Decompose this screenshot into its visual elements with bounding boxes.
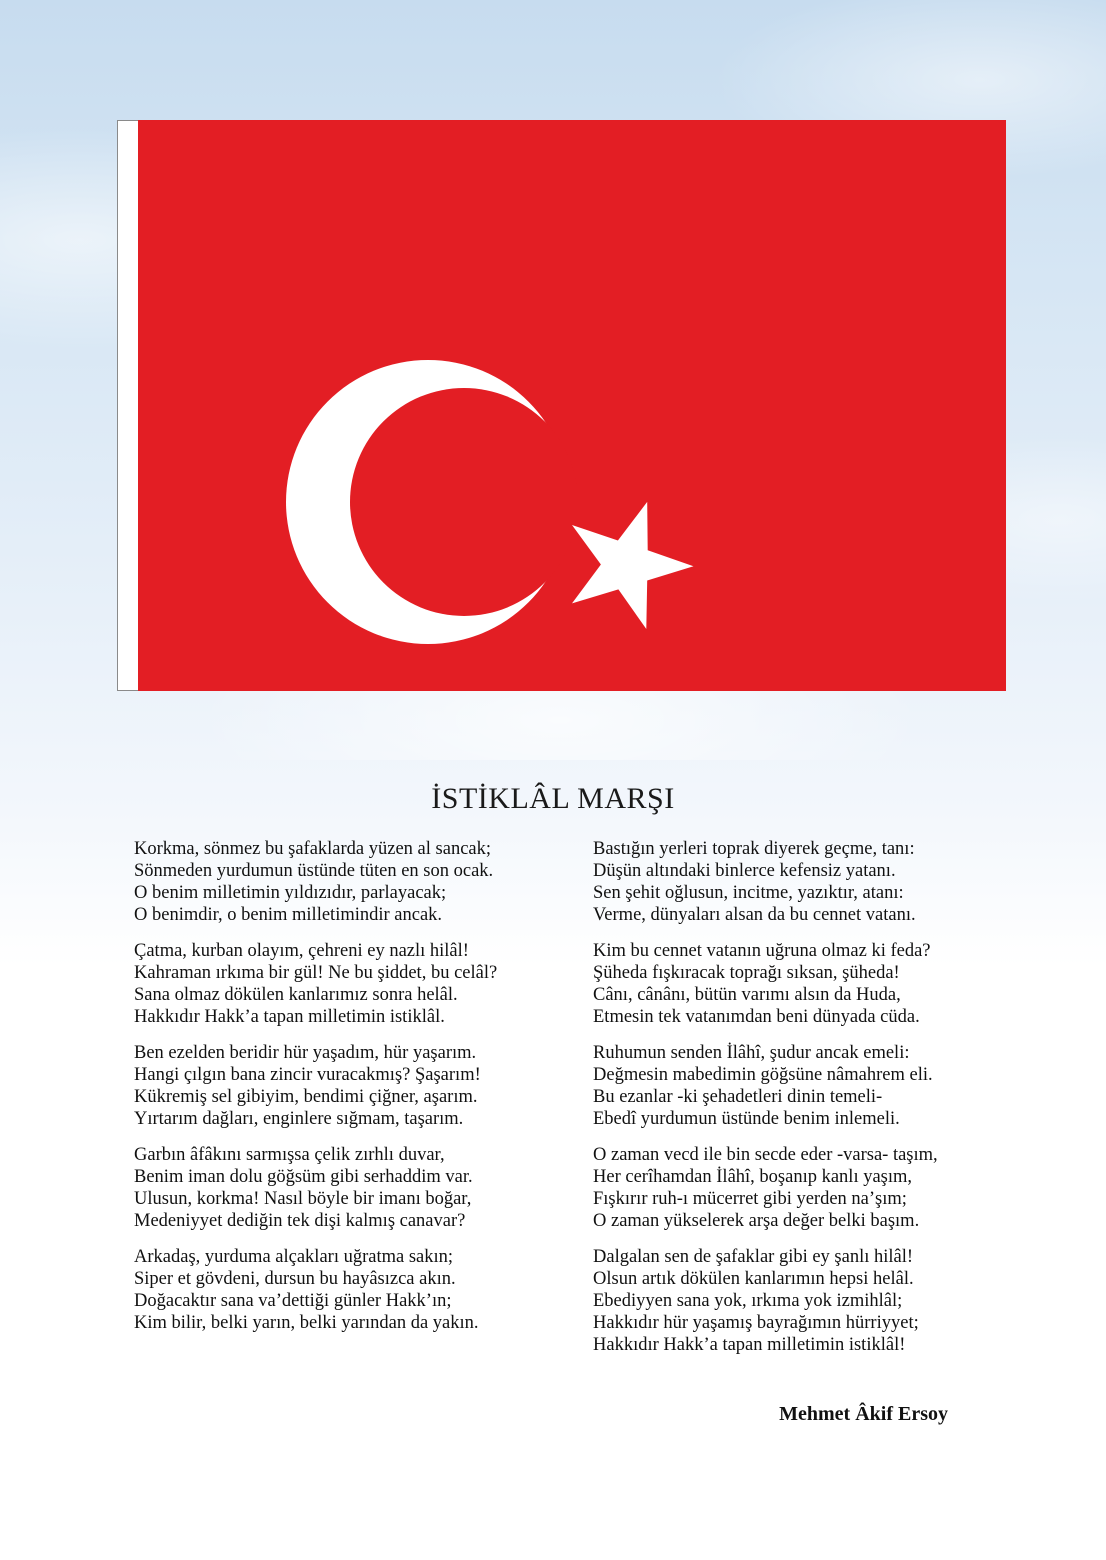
verse-line: O benimdir, o benim milletimindir ancak. (134, 905, 443, 925)
verse-line: Ruhumun senden İlâhî, şudur ancak emeli: (593, 1043, 910, 1063)
verse-line: Arkadaş, yurduma alçakları uğratma sakın; (134, 1247, 454, 1267)
stanza (134, 838, 574, 926)
stanza (593, 838, 1033, 926)
verse-line: Kükremiş sel gibiyim, bendimi çiğner, aşarım. (134, 1087, 478, 1107)
verse-line: Cânı, cânânı, bütün varımı alsın da Huda, (593, 985, 901, 1005)
verse-line: Medeniyyet dediğin tek dişi kalmış canavar? (134, 1211, 466, 1231)
verse-line: Çatma, kurban olayım, çehreni ey nazlı hilâl! (134, 941, 469, 961)
verse-line: Korkma, sönmez bu şafaklarda yüzen al sancak; (134, 839, 492, 859)
verse-line: Sana olmaz dökülen kanlarımız sonra helâl. (134, 985, 458, 1005)
verse-line: Sönmeden yurdumun üstünde tüten en son ocak. (134, 861, 494, 881)
verse-line: Benim iman dolu göğsüm gibi serhaddim var. (134, 1167, 473, 1187)
stanza (134, 1144, 574, 1232)
verse-line: Etmesin tek vatanımdan beni dünyada cüda. (593, 1007, 920, 1027)
verse-line: Şüheda fışkıracak toprağı sıksan, şüheda! (593, 963, 900, 983)
stanza (593, 1246, 1033, 1356)
verse-line: O benim milletimin yıldızıdır, parlayacak; (134, 883, 447, 903)
verse-line: Garbın âfâkını sarmışsa çelik zırhlı duvar, (134, 1145, 445, 1165)
verse-line: Siper et gövdeni, dursun bu hayâsızca akın. (134, 1269, 456, 1289)
verse-line: Hakkıdır Hakk’a tapan milletimin istiklâl. (134, 1007, 445, 1027)
stanza (593, 940, 1033, 1028)
verse-line: Kim bu cennet vatanın uğruna olmaz ki feda? (593, 941, 931, 961)
verse-line: Kim bilir, belki yarın, belki yarından da yakın. (134, 1313, 479, 1333)
verse-line: Bastığın yerleri toprak diyerek geçme, tanı: (593, 839, 915, 859)
anthem-title: İSTİKLÂL MARŞI (431, 782, 675, 815)
turkish-flag-icon (117, 120, 1006, 691)
author-name: Mehmet Âkif Ersoy (779, 1403, 948, 1425)
verse-line: Doğacaktır sana va’dettiği günler Hakk’ın; (134, 1291, 452, 1311)
right-column (593, 838, 1033, 1370)
verse-line: Hakkıdır hür yaşamış bayrağımın hürriyyet; (593, 1313, 919, 1333)
verse-line: Dalgalan sen de şafaklar gibi ey şanlı hilâl! (593, 1247, 914, 1267)
stanza (593, 1042, 1033, 1130)
stanza (134, 940, 574, 1028)
verse-line: Olsun artık dökülen kanlarımın hepsi helâl. (593, 1269, 914, 1289)
flag-hoist-sleeve (117, 120, 138, 691)
stanza (134, 1246, 574, 1334)
verse-line: Yırtarım dağları, enginlere sığmam, taşarım. (134, 1109, 464, 1129)
left-column (134, 838, 574, 1348)
flag-red-field (138, 120, 1006, 691)
verse-line: Sen şehit oğlusun, incitme, yazıktır, atanı: (593, 883, 904, 903)
verse-line: Ben ezelden beridir hür yaşadım, hür yaşarım. (134, 1043, 477, 1063)
verse-line: Kahraman ırkıma bir gül! Ne bu şiddet, bu celâl? (134, 963, 498, 983)
verse-line: Hakkıdır Hakk’a tapan milletimin istiklâl! (593, 1335, 906, 1355)
verse-line: Ebedî yurdumun üstünde benim inlemeli. (593, 1109, 900, 1129)
verse-line: Fışkırır ruh-ı mücerret gibi yerden na’şım; (593, 1189, 907, 1209)
verse-line: Verme, dünyaları alsan da bu cennet vatanı. (593, 905, 916, 925)
verse-line: Ulusun, korkma! Nasıl böyle bir imanı boğar, (134, 1189, 472, 1209)
verse-line: O zaman vecd ile bin secde eder -varsa- taşım, (593, 1145, 938, 1165)
crescent-inner-disc (350, 388, 578, 616)
verse-line: Ebediyyen sana yok, ırkıma yok izmihlâl; (593, 1291, 903, 1311)
stanza (134, 1042, 574, 1130)
flag-cloth (138, 120, 1006, 691)
verse-line: Her cerîhamdan İlâhî, boşanıp kanlı yaşım, (593, 1167, 913, 1187)
verse-line: Değmesin mabedimin göğsüne nâmahrem eli. (593, 1065, 933, 1085)
verse-line: Bu ezanlar -ki şehadetleri dinin temeli- (593, 1087, 883, 1107)
stanza (593, 1144, 1033, 1232)
verse-line: Hangi çılgın bana zincir vuracakmış? Şaşarım! (134, 1065, 481, 1085)
verse-line: O zaman yükselerek arşa değer belki başım. (593, 1211, 920, 1231)
verse-line: Düşün altındaki binlerce kefensiz yatanı. (593, 861, 896, 881)
